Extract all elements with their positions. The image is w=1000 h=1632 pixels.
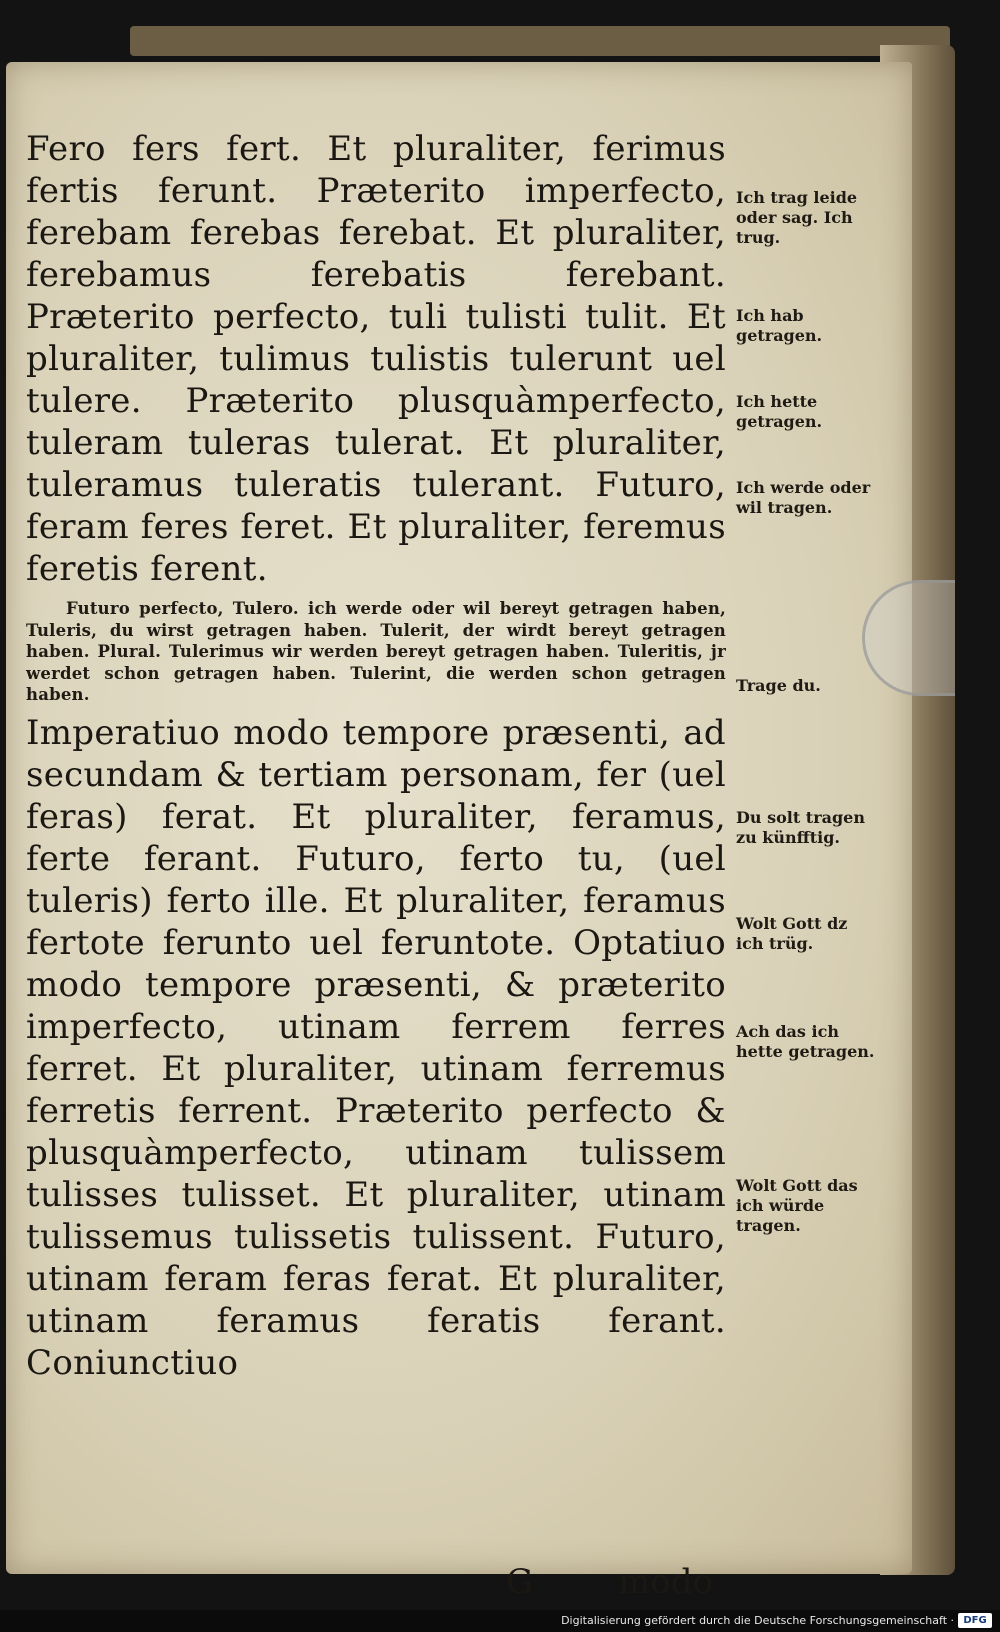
dfg-logo-icon: DFG — [958, 1613, 992, 1628]
margin-note-6: Du solt tragen zu künfftig. — [736, 808, 865, 847]
margin-note-5: Trage du. — [736, 676, 821, 695]
margin-note-9: Wolt Gott das ich würde tragen. — [736, 1176, 858, 1235]
margin-note-2: Ich hab getragen. — [736, 306, 823, 345]
gothic-note-text: Futuro perfecto, Tulero. ich werde oder wil bereyt getragen haben, Tuleris, du wirst getragen haben. Tulerit, der wirdt bereyt getragen haben. Plural. Tulerimus wir werden bereyt getragen haben. Tuleritis, jr werdet schon getragen haben. Tulerint, die werden schon getragen haben. — [26, 599, 726, 704]
book-cover-edge — [130, 26, 950, 56]
signature-mark: G — [506, 1562, 534, 1602]
margin-note-7: Wolt Gott dz ich trüg. — [736, 914, 848, 953]
margin-note-1: Ich trag leide oder sag. Ich trug. — [736, 188, 858, 247]
footer-bar — [0, 1610, 1000, 1632]
main-text-block — [26, 128, 726, 1384]
margin-note-4: Ich werde oder wil tragen. — [736, 478, 871, 517]
margin-note-8: Ach das ich hette getragen. — [736, 1022, 875, 1061]
margin-note-3: Ich hette getragen. — [736, 392, 823, 431]
main-paragraph-2: Imperatiuo modo tempore præsenti, ad secundam & tertiam personam, fer (uel feras) ferat. Et pluraliter, feramus, ferte ferant. Futuro, ferto tu, (uel tuleris) ferto ille. Et pluraliter, feramus fertote ferunto uel feruntote. Optatiuo modo tempore præsenti, & præterito imperfecto, utinam ferrem ferres ferret. Et pluraliter, utinam ferremus ferretis ferrent. Præterito perfecto & plusquàmperfecto, utinam tulissem tulisses tulisset. Et pluraliter, utinam tulissemus tulissetis tulissent. Futuro, utinam feram feras ferat. Et pluraliter, utinam feramus feratis ferant. Coniunctiuo — [26, 712, 726, 1383]
catchword: modo — [618, 1562, 713, 1602]
gothic-note-paragraph — [26, 598, 726, 706]
main-paragraph-1: Fero fers fert. Et pluraliter, ferimus fertis ferunt. Præterito imperfecto, ferebam ferebas ferebat. Et pluraliter, ferebamus ferebatis ferebant. Præterito perfecto, tuli tulisti tulit. Et pluraliter, tulimus tulistis tulerunt uel tulere. Præterito plusquàmperfecto, tuleram tuleras tulerat. Et pluraliter, tuleramus tuleratis tulerant. Futuro, feram feres feret. Et pluraliter, feremus feretis ferent. — [26, 129, 726, 589]
funding-credit: Digitalisierung gefördert durch die Deutsche Forschungsgemeinschaft · — [561, 1614, 954, 1627]
book-page — [6, 62, 912, 1602]
